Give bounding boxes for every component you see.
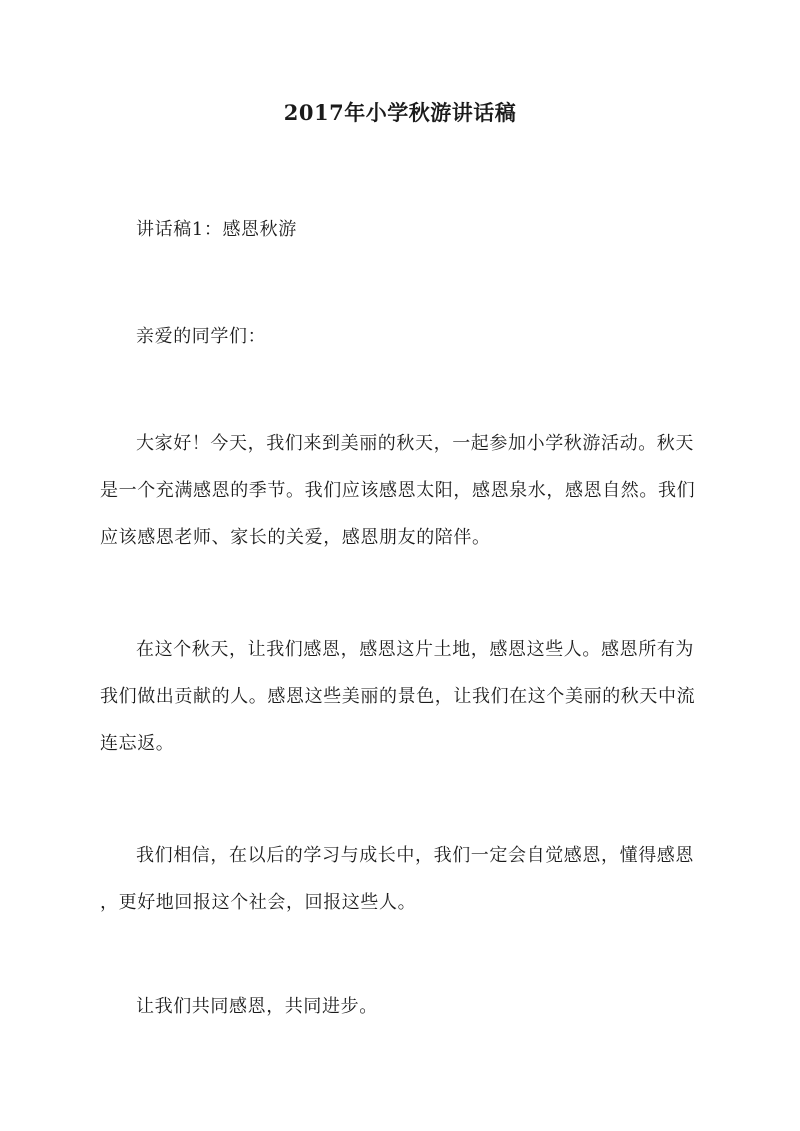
paragraph-line: 我们做出贡献的人。感恩这些美丽的景色，让我们在这个美丽的秋天中流 [100,686,696,707]
closing-line: 让我们共同感恩，共同进步。 [136,996,378,1017]
paragraph-line: 在这个秋天，让我们感恩，感恩这片土地，感恩这些人。感恩所有为 [136,639,694,660]
paragraph-1 [100,420,704,561]
speech-subtitle: 讲话稿1：感恩秋游 [136,219,297,240]
paragraph-2 [100,626,704,767]
paragraph-line: 连忘返。 [100,733,175,754]
paragraph-line: 我们相信，在以后的学习与成长中，我们一定会自觉感恩，懂得感恩 [136,845,694,866]
paragraph-line: 应该感恩老师、家长的关爱，感恩朋友的陪伴。 [100,527,491,548]
paragraph-line: ，更好地回报这个社会，回报这些人。 [100,892,417,913]
greeting: 亲爱的同学们： [136,326,267,347]
document-title: 2017年小学秋游讲话稿 [283,100,517,125]
paragraph-3 [100,832,704,926]
paragraph-line: 是一个充满感恩的季节。我们应该感恩太阳，感恩泉水，感恩自然。我们 [100,480,696,501]
paragraph-line: 大家好！今天，我们来到美丽的秋天，一起参加小学秋游活动。秋天 [136,433,694,454]
